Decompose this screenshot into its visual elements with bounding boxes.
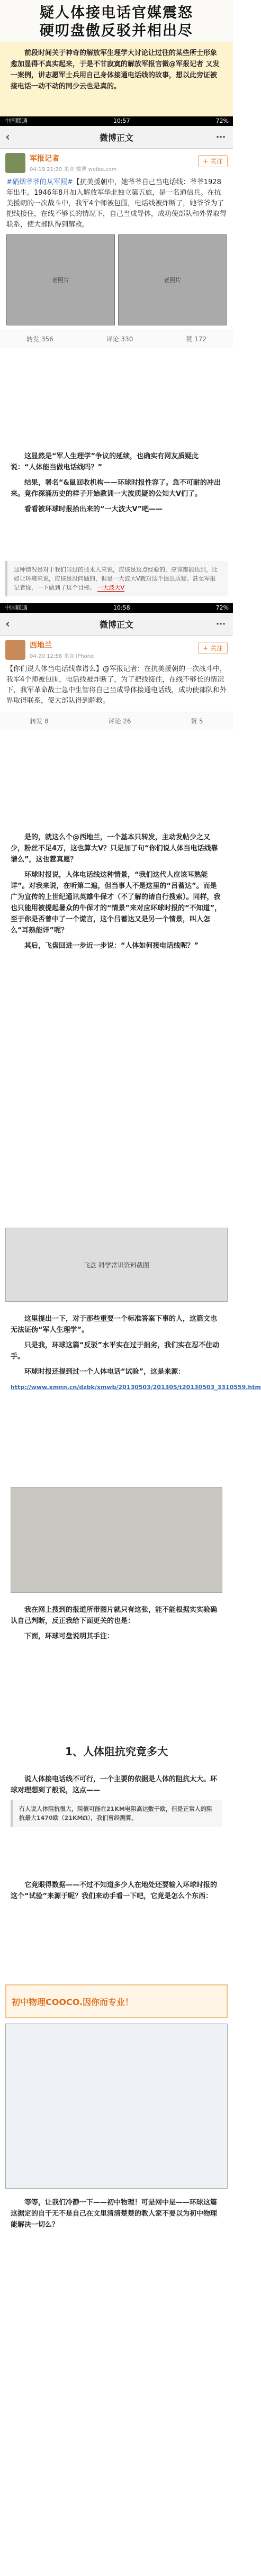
article-title (0, 0, 233, 42)
quote-text: 这种情况是对于我们当过的技术人来说，应该是这点经验的，应该都能达到，比如让环境来说，应该是没问题的，但是一大波大V就对这个提出质疑。甚至军报记者说，一下做到了这个目标。 (14, 566, 218, 591)
section-heading (0, 1736, 233, 1767)
website-body-image (5, 2024, 228, 2189)
like-button[interactable]: 赞 172 (186, 335, 206, 343)
follow-button[interactable]: + 关注 (198, 642, 228, 654)
website-screenshot (0, 1979, 233, 2191)
nav-title: 微博正文 (99, 619, 133, 630)
paragraph: 看看被环球时报抬出来的“一大波大V”吧—— (24, 505, 163, 513)
quote-text-box-2: 有人说人体阻抗很大，阻值可能在21KM电阻高达数千欧，但是正常人的阻抗最大1470欧（21KMΩ），我们曾经测算。 (11, 1800, 222, 1827)
nav-bar (0, 126, 233, 149)
avatar[interactable] (5, 640, 25, 660)
avatar[interactable] (5, 153, 25, 173)
weibo-screenshot-1 (0, 116, 233, 445)
quote-block (0, 561, 233, 603)
comment-button[interactable]: 评论 330 (106, 335, 133, 343)
article-section-7 (0, 2191, 233, 2576)
clock: 10:57 (113, 117, 130, 124)
post-text: 【抗美援朝中，她爷爷自己当电话线：爷爷1928年出生。1946年8月加入解放军华北独立第五旅，是一名通信兵。在抗美援朝的一次战斗中，我军4个师被包围，电话线被炸断了，她爷爷为了把线接住，在线不够长的情况下，自己当成导体，成功使部队和外界取得联系，使大部队得到解救。 (6, 178, 227, 229)
title-line-1: 疑人体接电话官媒震怒 (40, 5, 193, 21)
paragraph: 这里提出一下，对于那些重要一个标准答案下事的人，这篇文也无法证伪“军人生理学”。 (11, 1315, 218, 1334)
intro-text: 前段时间关于神奇的解放军生理学大讨论让过往的某些所士形象愈加显得不真实起来，于是不甘寂寞的解放军报官微@军报记者 又发一案例，讲志愿军士兵用自己身体接通电话线的故事，想以此旁证被接电话一动不动的同少云也是真的。 (11, 49, 220, 90)
paragraph: 是的，就这么个@西地兰，一个基本只转发，主动发帖少之又少，粉丝不足4万，这也算大V？只是加了句“你们说人体当电话线靠谱么”，这也惹真愿？ (11, 833, 218, 864)
experiment-photo (11, 1487, 222, 1593)
paragraph: 环球时报说，人体电话线这种情景，“我们这代人应该耳熟能详”。对我来说，在听第二遍，但当事人不是这里的“吕蓄达”。而是广为宣传的上世纪通讯英雄牛保才（不了解的请自行搜索）。同样，我也只能用被提起暑众的牛保才的“情景”来对应环球时报的“不知道”，至于你是否曾中了一个谎言，这个吕蓄达又是另一个情景，叫人怎么“耳熟能详”呢？ (11, 871, 222, 935)
article-section-5 (0, 1767, 233, 1873)
back-icon[interactable]: ‹ (5, 617, 11, 631)
username[interactable]: 西地兰 (30, 641, 52, 650)
article-section-4 (0, 1598, 233, 1736)
screenshot-image: 飞盘 科学常识资料截图 (5, 1228, 228, 1302)
article-section-6 (0, 1873, 233, 1979)
paragraph: 等等，让我们冷静一下——初中物理！可是网中是——环球这篇这据定的自干无不是自己在文里清清楚楚的教人家不要以为初中物理能解决一切么？ (11, 2199, 218, 2229)
paragraph: 它竟眼得数据——不过不知道多少人在地处还要输入环球时报的这个“试验”来源于呢？我们来动手看一下吧，它竟是怎么个东西： (11, 1881, 218, 1900)
ad-banner[interactable]: 初中物理COOCO.因你而专业！ (5, 1984, 228, 2018)
more-icon[interactable]: ⋯ (216, 618, 226, 630)
action-bar (0, 712, 233, 730)
photo-2[interactable]: 老照片 (118, 234, 227, 325)
article-section-1 (0, 445, 233, 561)
paragraph: 我在网上搜到的报道所带图片就只有这张，能不能根据实实验确认自己判断，反正我给下面更关的也是： (11, 1606, 218, 1625)
paragraph: 这显然是“军人生理学”争议的延续，也确实有网友质疑此说：“人体能当做电话线吗？” (11, 452, 199, 471)
battery: 72% (215, 117, 229, 124)
nav-bar (0, 613, 233, 636)
action-bar (0, 330, 233, 348)
carrier: 中国联通 (4, 117, 28, 124)
follow-button[interactable]: + 关注 (198, 155, 228, 167)
post-header (0, 149, 233, 177)
article-section-2 (0, 826, 233, 1228)
post-header (0, 636, 233, 664)
nav-title: 微博正文 (99, 132, 133, 143)
paragraph: 下面，环球可盘说明其手注： (24, 1632, 114, 1640)
post-body: 【你们说人体当电话线靠谱么】@军报记者：在抗美援朝的一次战斗中，我军4个师被包围，电话线被炸断了，为了把线接住，在线不够长的情况下，我军革命战士急中生智将自己当成导体接通电话线，成功使部队和外界取得联系，使大部队得到解救。 (6, 665, 227, 705)
status-bar (0, 603, 233, 613)
article-section-3 (0, 1307, 261, 1487)
post-meta: 04-20 12:56 来自 iPhone (30, 654, 94, 659)
source-link[interactable]: http://www.xmnn.cn/dzbk/xmwb/20130503/201305/t20130503_3310559.htm (11, 1384, 261, 1391)
quote-text-box (5, 561, 228, 596)
weibo-screenshot-2 (0, 603, 233, 826)
status-bar (0, 116, 233, 126)
back-icon[interactable]: ‹ (5, 130, 11, 144)
username[interactable]: 军报记者 (30, 155, 59, 163)
hashtag[interactable]: #硝烟爷爷的从军照# (6, 178, 73, 186)
repost-button[interactable]: 转发 8 (30, 718, 49, 725)
carrier: 中国联通 (4, 604, 28, 611)
post-body (0, 177, 233, 230)
clock: 10:58 (113, 604, 130, 611)
intro-box (0, 42, 233, 116)
quote-highlight: 一大波大V (97, 584, 125, 591)
paragraph: 环球时报还提到过一个人体电话“试验”，这是来源： (24, 1368, 185, 1376)
photo-row (0, 230, 233, 330)
like-button[interactable]: 赞 5 (191, 718, 203, 725)
section-title: 1、人体阻抗究竟多大 (65, 1745, 168, 1758)
photo-1[interactable]: 老照片 (6, 234, 115, 325)
post-meta: 04-19 21:30 来自 微博 weibo.com (30, 167, 117, 173)
title-line-2: 硬叨盘傲反驳并相出尽 (40, 23, 193, 39)
paragraph: 结果，署名“&鼠回收机构——环球时报性容了。急不可耐的冲出来。竟作深涌历史的样子开始教训一大波质疑的公知大V们了。 (11, 479, 221, 498)
comment-button[interactable]: 评论 26 (108, 718, 131, 725)
repost-button[interactable]: 转发 356 (26, 335, 53, 343)
paragraph: 只是我，环球这篇“反驳”水平实在过于拙劣，我们实在忍不住动手。 (11, 1341, 220, 1360)
battery: 72% (215, 604, 229, 611)
paragraph: 说人体接电话线不可行，一个主要的依据是人体的阻抗太大。环球对理想到了般说，这点—— (11, 1775, 218, 1794)
paragraph: 其后，飞盘回进一步近一步说：“人体如何接电话线呢？” (24, 942, 199, 950)
more-icon[interactable]: ⋯ (216, 131, 226, 143)
